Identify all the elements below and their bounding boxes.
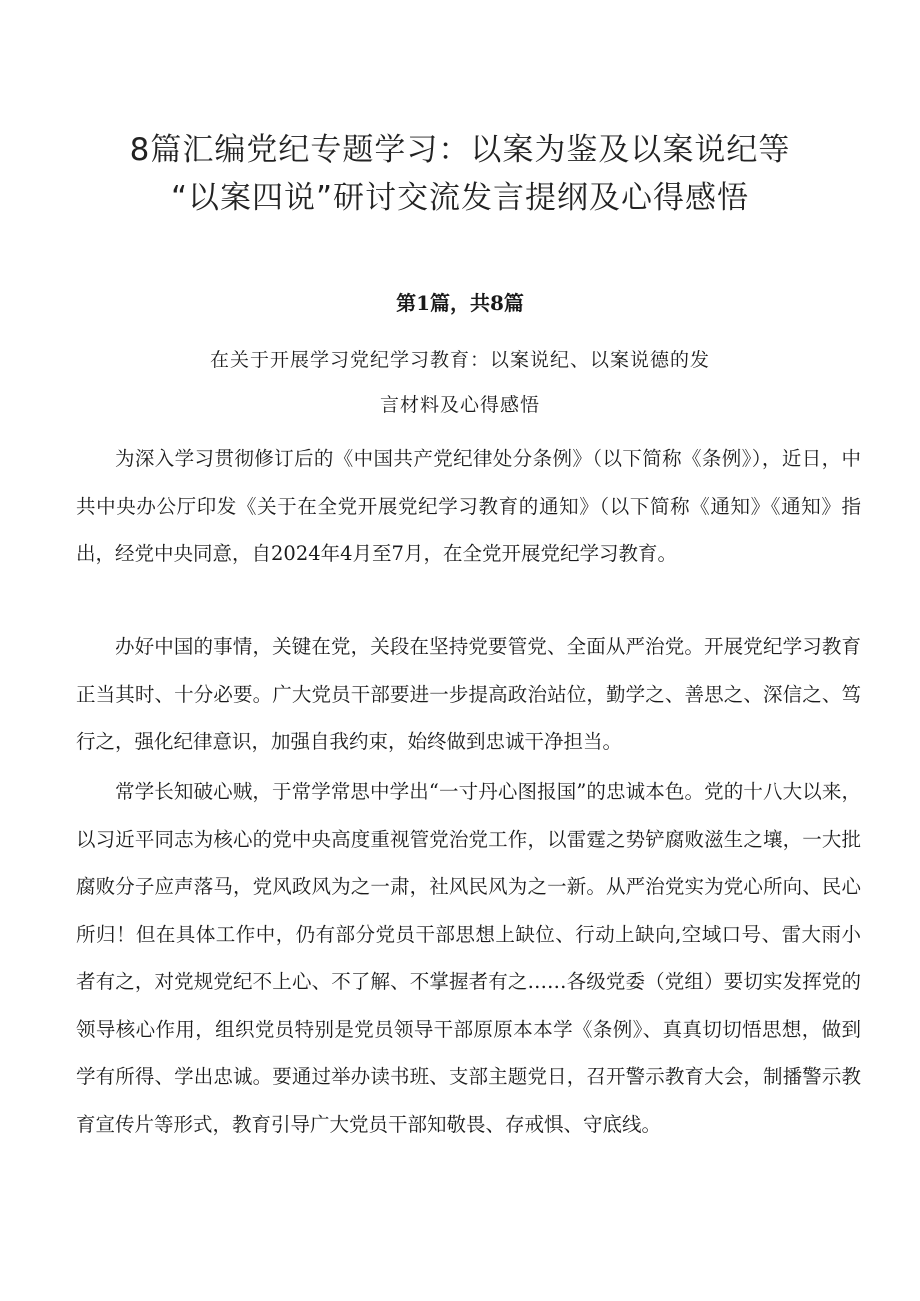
- article-subtitle-line-1: 在关于开展学习党纪学习教育：以案说纪、以案说德的发: [209, 349, 710, 371]
- document-title-line-2: “以案四说”研讨交流发言提纲及心得感悟: [170, 180, 750, 216]
- paragraph-3: 常学长知破心贼，于常学常思中学出“一寸丹心图报国”的忠诚本色。党的十八大以来，以习近平同志为核心的党中央高度重视管党治党工作，以雷霆之势铲腐败滋生之壤，一大批腐败分子应声落马，党风政风为之一肃，社风民风为之一新。从严治党实为党心所向、民心所归！但在具体工作中，仍有部分党员干部思想上缺位、行动上缺向,空域口号、雷大雨小者有之，对党规党纪不上心、不了解、不掌握者有之……各级党委（党组）要切实发挥党的领导核心作用，组织党员特别是党员领导干部原原本本学《条例》、真真切切悟思想，做到学有所得、学出忠诚。要通过举办读书班、支部主题党日，召开警示教育大会，制播警示教育宣传片等形式，教育引导广大党员干部知敬畏、存戒惧、守底线。: [76, 780, 861, 1136]
- document-title-line-1: 8篇汇编党纪专题学习：以案为鉴及以案说纪等: [129, 132, 791, 168]
- paragraph-2: 办好中国的事情，关键在党，关段在坚持党要管党、全面从严治党。开展党纪学习教育正当其时、十分必要。广大党员干部要进一步提高政治站位，勤学之、善思之、深信之、笃行之，强化纪律意识，加强自我约束，始终做到忠诚干净担当。: [76, 635, 861, 753]
- paragraph-1: 为深入学习贯彻修订后的《中国共产党纪律处分条例》（以下简称《条例》），近日，中共中央办公厅印发《关于在全党开展党纪学习教育的通知》（以下简称《通知》《通知》指出，经党中央同意，自2024年4月至7月，在全党开展党纪学习教育。: [76, 447, 861, 565]
- article-subtitle-line-2: 言材料及心得感悟: [379, 394, 540, 416]
- section-label: 第1篇，共8篇: [396, 291, 524, 315]
